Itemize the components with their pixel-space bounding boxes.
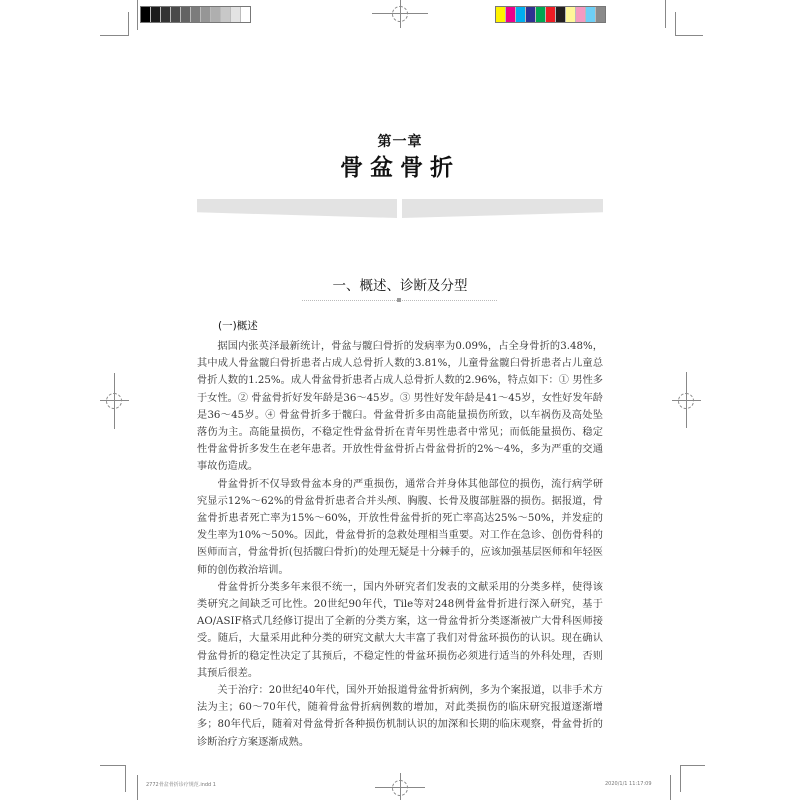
registration-mark-right-icon (678, 393, 694, 409)
paragraph: 骨盆骨折不仅导致骨盆本身的严重损伤，通常合并身体其他部位的损伤，流行病学研究显示12%～62%的骨盆骨折患者合并头颅、胸腹、长骨及腹部脏器的损伤。据报道，骨盆骨折患者死亡率为15%～60%，开放性骨盆骨折的死亡率高达25%～50%，并发症的发生率为10%～50%。因此，骨盆骨折的急救处理相当重要。对工作在急诊、创伤骨科的医师而言，骨盆骨折(包括髋臼骨折)的处理无疑是十分棘手的，应该加强基层医师和年轻医师的创伤救治培训。 (197, 478, 603, 576)
gray-swatch (211, 7, 221, 22)
crop-mark-bottom-left-horizontal (100, 765, 125, 766)
crop-mark-bottom-left-edge (137, 775, 138, 800)
color-calibration-bar (495, 6, 606, 23)
section-divider-dot (397, 298, 401, 302)
crop-mark-top-right-horizontal (675, 35, 703, 36)
paragraph: 据国内张英泽最新统计，骨盆与髋臼骨折的发病率为0.09%，占全身骨折的3.48%，其中成人骨盆髋臼骨折患者占成人总骨折人数的3.81%，儿童骨盆髋臼骨折患者占儿童总骨折人数的1.25%。成人骨盆骨折患者占成人总骨折人数的2.96%，特点如下：① 男性多于女性。② 骨盆骨折好发年龄是36～45岁。③ 男性好发年龄是41～45岁，女性好发年龄是36～45岁。④ 骨盆骨折多于髋臼。骨盆骨折多由高能量损伤所致，以车祸伤及高处坠落伤为主。高能量损伤，不稳定性骨盆骨折在青年男性患者中常见；而低能量损伤、稳定性骨盆骨折多发生在老年患者。开放性骨盆骨折占骨盆骨折的2%～4%，多为严重的交通事故伤造成。 (197, 341, 603, 473)
section-title: 一、概述、诊断及分型 (332, 278, 468, 294)
subsection-title: (一)概述 (218, 320, 258, 332)
crop-mark-bottom-right-horizontal (680, 765, 705, 766)
crop-mark-bottom-left-vertical (125, 765, 126, 792)
gray-swatch (161, 7, 171, 22)
gray-swatch (201, 7, 211, 22)
registration-mark-bottom-icon (392, 780, 408, 796)
registration-mark-left-icon (106, 393, 122, 409)
gray-swatch (171, 7, 181, 22)
decorative-band-right (402, 199, 603, 218)
crop-mark-bottom-right-edge (670, 775, 671, 800)
chapter-title: 骨盆骨折 (340, 154, 460, 181)
color-swatch (496, 7, 506, 22)
registration-mark-top-icon (392, 6, 408, 22)
color-swatch (516, 7, 526, 22)
crop-mark-bottom-right-vertical (680, 765, 681, 792)
chapter-number: 第一章 (377, 134, 423, 150)
color-swatch (596, 7, 605, 22)
gray-swatch (151, 7, 161, 22)
gray-swatch (241, 7, 250, 22)
paragraph: 关于治疗：20世纪40年代，国外开始报道骨盆骨折病例，多为个案报道，以非手术方法为主；60～70年代，随着骨盆骨折病例数的增加，对此类损伤的临床研究报道逐渐增多；80年代后，随着对骨盆骨折各种损伤机制认识的加深和长期的临床观察，骨盆骨折的诊断治疗方案逐渐成熟。 (197, 685, 603, 748)
gray-swatch (141, 7, 151, 22)
gray-swatch (181, 7, 191, 22)
crop-mark-top-left-vertical (137, 0, 138, 30)
color-swatch (556, 7, 566, 22)
color-swatch (576, 7, 586, 22)
crop-mark-top-left-horizontal (100, 35, 128, 36)
color-swatch (586, 7, 596, 22)
color-swatch (546, 7, 556, 22)
color-swatch (526, 7, 536, 22)
gray-swatch (231, 7, 241, 22)
crop-mark-top-right-vertical (665, 0, 666, 28)
color-swatch (506, 7, 516, 22)
paragraph: 骨盆骨折分类多年来很不统一，国内外研究者们发表的文献采用的分类多样，使得该类研究之间缺乏可比性。20世纪90年代，Tile等对248例骨盆骨折进行深入研究，基于AO/ASIF格式几经修订提出了全新的分类方案，这一骨盆骨折分类逐渐被广大骨科医师接受。随后，大量采用此种分类的研究文献大大丰富了我们对骨盆环损伤的认识。现在确认骨盆骨折的稳定性决定了其预后，不稳定性的骨盆环损伤必须进行适当的外科处理，否则其预后很差。 (197, 581, 603, 679)
footer-file-slug: 2772骨盆骨折诊疗规范.indd 1 (146, 782, 216, 788)
grayscale-calibration-bar (140, 6, 251, 23)
crop-mark-top-right-edge (675, 12, 676, 36)
body-text (197, 338, 603, 751)
footer-timestamp: 2020/1/1 11:17:09 (605, 781, 652, 787)
crop-mark-top-left-edge (128, 12, 129, 36)
decorative-band-left (197, 199, 397, 218)
gray-swatch (221, 7, 231, 22)
color-swatch (536, 7, 546, 22)
color-swatch (566, 7, 576, 22)
gray-swatch (191, 7, 201, 22)
